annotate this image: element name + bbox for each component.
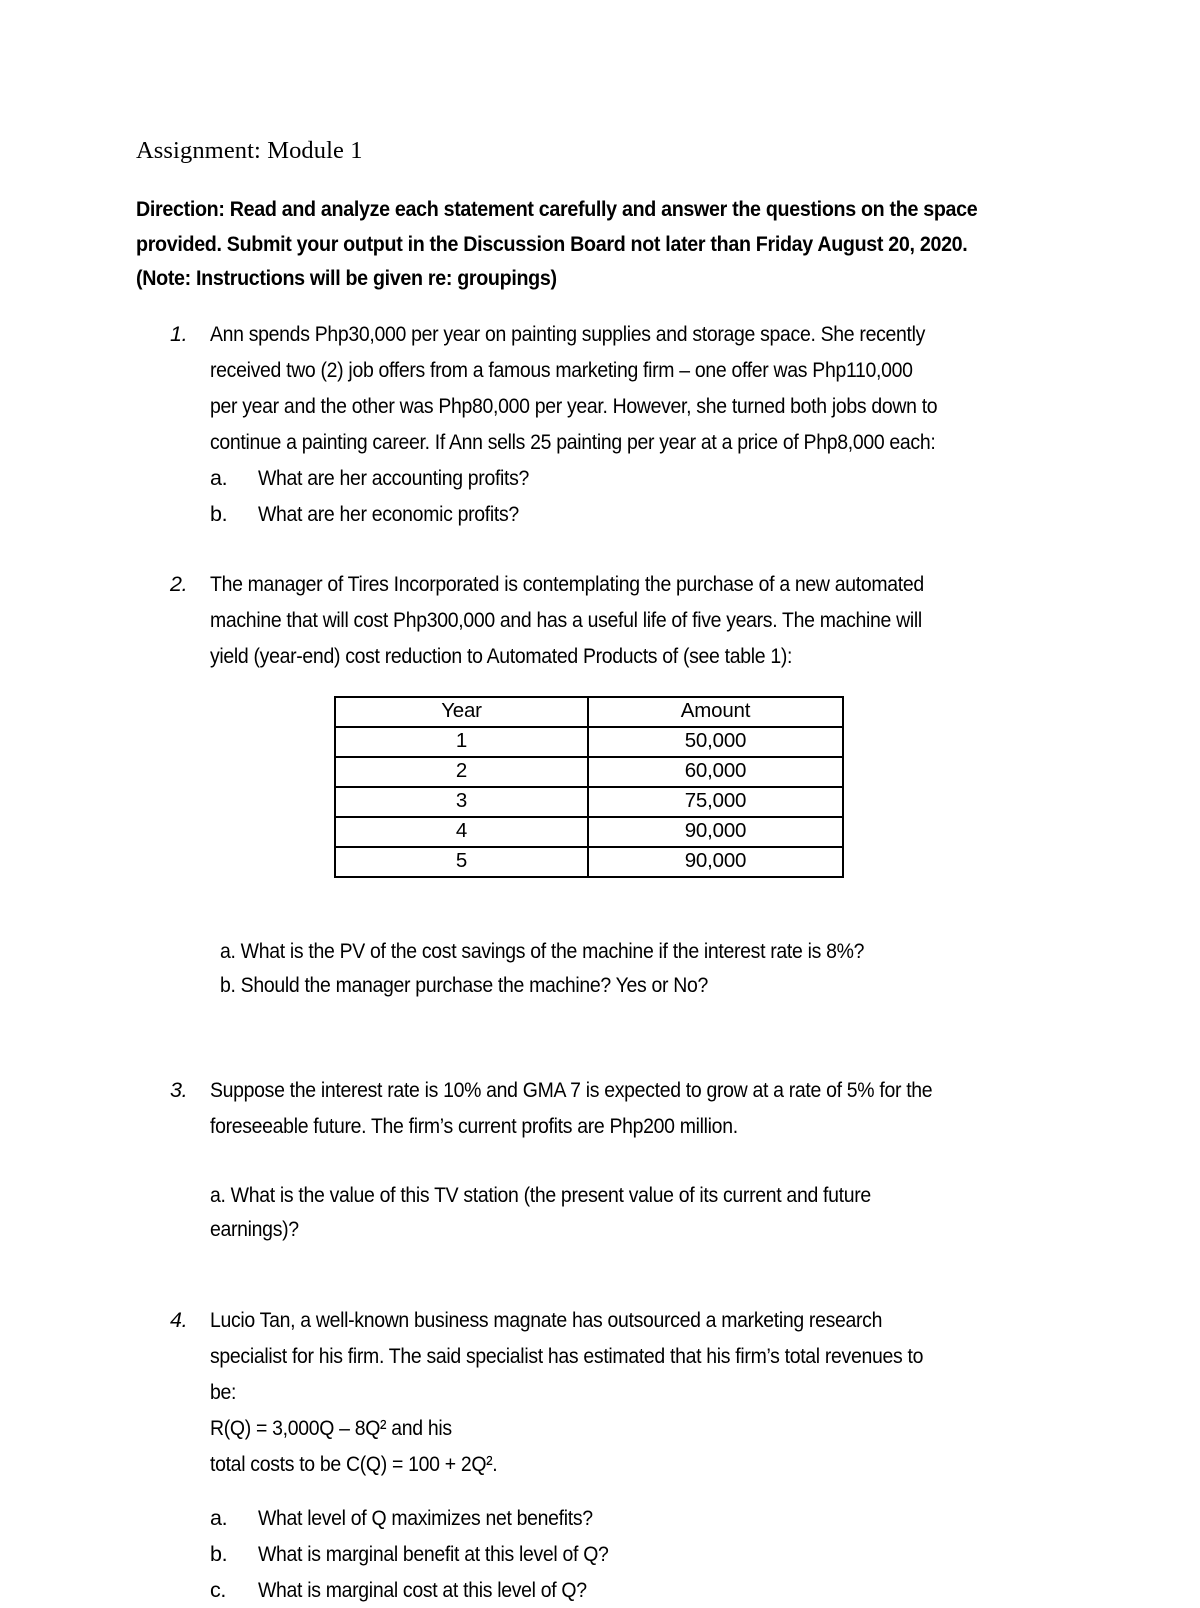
question-4-sub-c-label: c. xyxy=(210,1577,227,1602)
table-row xyxy=(335,727,843,757)
table-header-row xyxy=(335,697,843,727)
question-4-line-2: specialist for his firm. The said specialist has estimated that his firm’s total revenues to xyxy=(210,1343,924,1368)
table-row xyxy=(335,757,843,787)
direction-line-2: provided. Submit your output in the Discussion Board not later than Friday August 20, 2020. xyxy=(136,231,968,256)
question-body-2 xyxy=(210,566,1070,674)
question-4-sub-b xyxy=(210,1536,1070,1572)
table-cell-amount: 90,000 xyxy=(588,847,843,877)
table-cell-year: 5 xyxy=(335,847,588,877)
question-item-1 xyxy=(136,316,1070,532)
question-3-sub-a-text-cont: earnings)? xyxy=(210,1216,299,1241)
question-4-sub-c-text: What is marginal cost at this level of Q? xyxy=(258,1577,587,1602)
spacer-after-q2 xyxy=(136,1002,1070,1072)
question-2-line-2: machine that will cost Php300,000 and has a useful life of five years. The machine will xyxy=(210,607,922,632)
question-1-sub-b xyxy=(210,496,1070,532)
table-row xyxy=(335,817,843,847)
question-4-subitems xyxy=(210,1500,1070,1608)
question-1-line-3: per year and the other was Php80,000 per year. However, she turned both jobs down to xyxy=(210,393,938,418)
question-4-sub-a-text: What level of Q maximizes net benefits? xyxy=(258,1505,593,1530)
question-1-sub-a-label: a. xyxy=(210,465,228,490)
table-cell-year: 4 xyxy=(335,817,588,847)
spacer-after-q1 xyxy=(136,532,1070,566)
table-header-amount: Amount xyxy=(588,697,843,727)
question-3-line-2: foreseeable future. The firm’s current profits are Php200 million. xyxy=(210,1113,738,1138)
question-1-line-1: Ann spends Php30,000 per year on painting supplies and storage space. She recently xyxy=(210,321,926,346)
table-cell-year: 2 xyxy=(335,757,588,787)
question-4-sub-b-label: b. xyxy=(210,1541,228,1566)
question-number-4: 4. xyxy=(170,1307,188,1332)
spacer-q3-inner xyxy=(210,1144,1070,1178)
question-1-line-4: continue a painting career. If Ann sells 25 painting per year at a price of Php8,000 each: xyxy=(210,429,936,454)
cost-reduction-table-wrapper xyxy=(334,696,842,878)
table-cell-year: 1 xyxy=(335,727,588,757)
question-body-3 xyxy=(210,1072,1070,1144)
question-2-subitems xyxy=(220,934,1070,1002)
question-4-sub-a-label: a. xyxy=(210,1505,228,1530)
question-1-sub-b-label: b. xyxy=(210,501,228,526)
question-4-line-1: Lucio Tan, a well-known business magnate has outsourced a marketing research xyxy=(210,1307,883,1332)
question-2-sub-b-text: b. Should the manager purchase the machine? Yes or No? xyxy=(220,972,709,997)
question-4-sub-c xyxy=(210,1572,1070,1608)
question-number-3: 3. xyxy=(170,1077,188,1102)
question-item-4 xyxy=(136,1302,1070,1608)
table-cell-amount: 60,000 xyxy=(588,757,843,787)
question-2-line-3: yield (year-end) cost reduction to Automated Products of (see table 1): xyxy=(210,643,793,668)
question-3-sub-a-text: a. What is the value of this TV station (the present value of its current and future xyxy=(210,1182,871,1207)
question-3-subitems xyxy=(210,1178,1070,1246)
spacer-after-q3 xyxy=(136,1246,1070,1302)
question-list xyxy=(136,316,1070,1608)
question-2-sub-a xyxy=(220,934,1070,968)
table-cell-amount: 90,000 xyxy=(588,817,843,847)
question-2-sub-b xyxy=(220,968,1070,1002)
table-header-year: Year xyxy=(335,697,588,727)
question-3-line-1: Suppose the interest rate is 10% and GMA 7 is expected to grow at a rate of 5% for the xyxy=(210,1077,933,1102)
question-4-formula-2: total costs to be C(Q) = 100 + 2Q². xyxy=(210,1451,498,1476)
question-3-sub-a-cont xyxy=(210,1212,1070,1246)
spacer-q4-inner xyxy=(210,1482,1070,1500)
question-2-line-1: The manager of Tires Incorporated is contemplating the purchase of a new automated xyxy=(210,571,924,596)
table-cell-amount: 50,000 xyxy=(588,727,843,757)
direction-line-3: (Note: Instructions will be given re: groupings) xyxy=(136,266,557,290)
question-4-sub-b-text: What is marginal benefit at this level of Q? xyxy=(258,1541,609,1566)
spacer-after-table xyxy=(136,878,1070,934)
question-item-3 xyxy=(136,1072,1070,1246)
table-cell-year: 3 xyxy=(335,787,588,817)
cost-reduction-table xyxy=(334,696,844,878)
table-cell-amount: 75,000 xyxy=(588,787,843,817)
page-title: Assignment: Module 1 xyxy=(136,137,363,164)
question-2-sub-a-text: a. What is the PV of the cost savings of the machine if the interest rate is 8%? xyxy=(220,938,865,963)
question-1-line-2: received two (2) job offers from a famous marketing firm – one offer was Php110,000 xyxy=(210,357,913,382)
question-number-1: 1. xyxy=(170,321,188,346)
direction-line-1: Direction: Read and analyze each statement carefully and answer the questions on the space xyxy=(136,197,978,221)
question-1-subitems xyxy=(210,460,1070,532)
question-body-4 xyxy=(210,1302,1070,1482)
question-3-sub-a xyxy=(210,1178,1070,1212)
direction-paragraph xyxy=(136,192,1070,296)
question-1-sub-a xyxy=(210,460,1070,496)
question-4-line-3: be: xyxy=(210,1379,237,1404)
question-4-sub-a xyxy=(210,1500,1070,1536)
question-1-sub-a-text: What are her accounting profits? xyxy=(258,465,530,490)
table-row xyxy=(335,787,843,817)
question-4-formula-1: R(Q) = 3,000Q – 8Q² and his xyxy=(210,1415,452,1440)
question-number-2: 2. xyxy=(170,571,188,596)
table-row xyxy=(335,847,843,877)
question-body-1 xyxy=(210,316,1070,460)
question-1-sub-b-text: What are her economic profits? xyxy=(258,501,519,526)
question-item-2 xyxy=(136,566,1070,674)
